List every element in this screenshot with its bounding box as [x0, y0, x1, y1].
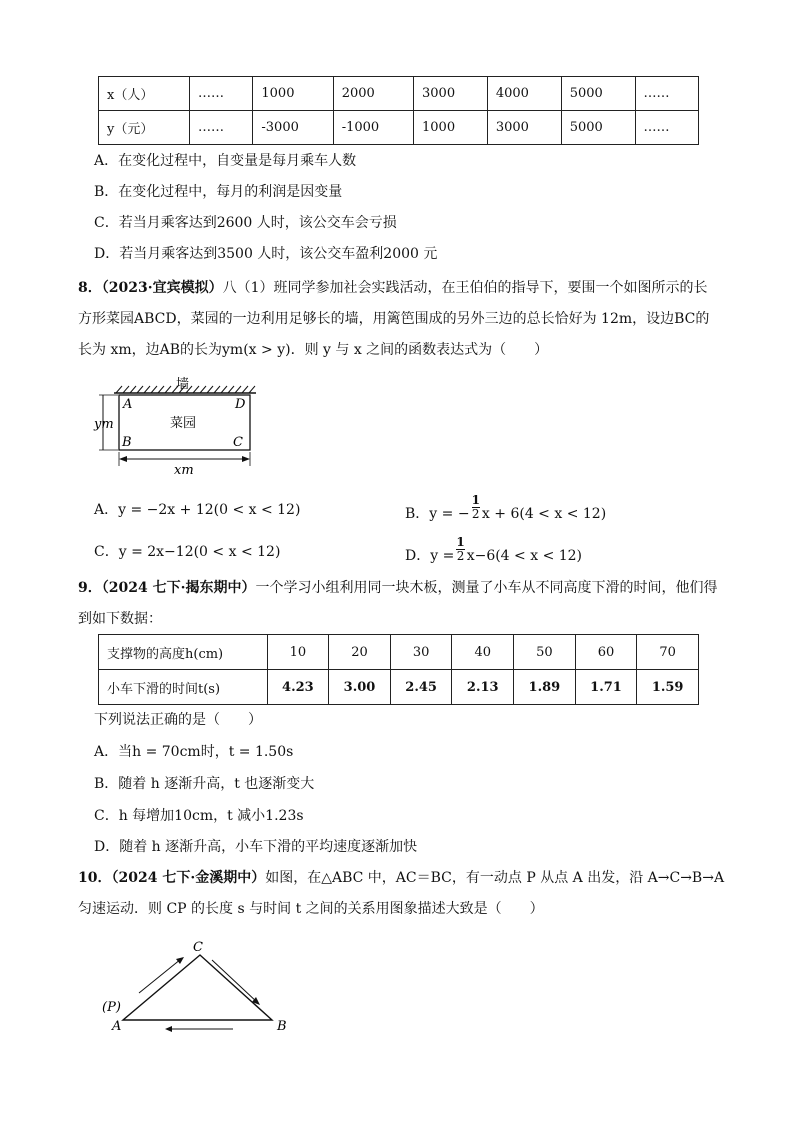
q8-option-d-denominator: 2	[456, 549, 465, 563]
q8-option-b-prefix: B．y = −	[405, 505, 470, 522]
q8-stem-line3: 长为 xm，边AB的长为ym(x > y)．则 y 与 x 之间的函数表达式为（ ）	[78, 342, 549, 358]
q9-source: （2024 七下·揭东期中）	[101, 580, 256, 596]
row-header-height: 支撑物的高度h(cm)	[99, 635, 268, 670]
table-cell: 1000	[253, 77, 333, 111]
table-cell: x（人）	[99, 77, 190, 111]
table-cell: 1.89	[514, 670, 576, 705]
q8-option-b-numerator: 1	[471, 493, 480, 507]
q10-source: （2024 七下·金溪期中）	[111, 870, 266, 886]
q10-stem-line2: 匀速运动．则 CP 的长度 s 与时间 t 之间的关系用图象描述大致是（ ）	[78, 901, 544, 917]
q9-option-c: C．h 每增加10cm，t 减小1.23s	[94, 808, 304, 824]
q7-option-d: D．若当月乘客达到3500 人时，该公交车盈利2000 元	[94, 246, 438, 262]
table-cell: ……	[635, 111, 698, 145]
q7-option-b: B．在变化过程中，每月的利润是因变量	[94, 184, 343, 200]
table-cell: 60	[575, 635, 637, 670]
q8-number: 8．	[78, 280, 102, 296]
table-cell: 70	[637, 635, 699, 670]
table-cell: 5000	[561, 77, 635, 111]
q9-prompt: 下列说法正确的是（ ）	[94, 712, 262, 728]
q8-source: （2023·宜宾模拟）	[101, 280, 223, 296]
q7-option-c: C．若当月乘客达到2600 人时，该公交车会亏损	[94, 215, 397, 231]
table-cell: 2.45	[390, 670, 452, 705]
point-c-label: C	[233, 435, 243, 450]
table-cell: -3000	[253, 111, 333, 145]
q9-stem-line2: 到如下数据：	[78, 611, 162, 627]
q8-text-1: 八（1）班同学参加社会实践活动，在王伯伯的指导下，要围一个如图所示的长	[222, 280, 708, 296]
q8-option-b-denominator: 2	[471, 507, 480, 521]
q10-point-b-label: B	[277, 1019, 287, 1034]
q8-option-d-numerator: 1	[456, 535, 465, 549]
table-cell: 3000	[487, 111, 561, 145]
q8-option-a: A．y = −2x + 12(0 < x < 12)	[94, 502, 301, 518]
q10-point-c-label: C	[193, 940, 203, 955]
q9-number: 9．	[78, 580, 102, 596]
table-cell: 3000	[414, 77, 488, 111]
table-cell: 2000	[333, 77, 413, 111]
y-dimension-label: ym	[94, 417, 114, 432]
table-cell: -1000	[333, 111, 413, 145]
q8-option-c: C．y = 2x−12(0 < x < 12)	[94, 544, 281, 560]
table-cell: 3.00	[329, 670, 391, 705]
table-cell: y（元）	[99, 111, 190, 145]
q9-option-b: B．随着 h 逐渐升高，t 也逐渐变大	[94, 776, 315, 792]
table-cell: 30	[390, 635, 452, 670]
table-cell: 40	[452, 635, 514, 670]
q9-option-d: D．随着 h 逐渐升高，小车下滑的平均速度逐渐加快	[94, 839, 418, 855]
q8-option-d-prefix: D．y =	[405, 547, 455, 564]
table-cell: 1.71	[575, 670, 637, 705]
point-a-label: A	[123, 397, 133, 412]
table-cell: 1000	[414, 111, 488, 145]
q7-option-a: A．在变化过程中，自变量是每月乘车人数	[94, 153, 357, 169]
table-cell: ……	[190, 77, 253, 111]
table-cell: 2.13	[452, 670, 514, 705]
q10-point-p-label: (P)	[102, 1000, 121, 1015]
table-cell: ……	[190, 111, 253, 145]
point-b-label: B	[122, 435, 132, 450]
table-cell: 50	[514, 635, 576, 670]
table-cell: 4.23	[267, 670, 329, 705]
table-cell: 4000	[487, 77, 561, 111]
table-cell: 1.59	[637, 670, 699, 705]
row-header-time: 小车下滑的时间t(s)	[99, 670, 268, 705]
q10-number: 10．	[78, 870, 112, 886]
garden-label: 菜园	[170, 416, 197, 431]
q8-option-d-suffix: x−6(4 < x < 12)	[466, 547, 583, 564]
q9-option-a: A．当h = 70cm时，t = 1.50s	[94, 744, 294, 760]
q8-stem-line2: 方形菜园ABCD，菜园的一边利用足够长的墙，用篱笆围成的另外三边的总长恰好为 12m，设边BC的	[78, 311, 710, 327]
wall-label: 墙	[176, 377, 190, 392]
table-cell: 20	[329, 635, 391, 670]
point-d-label: D	[235, 397, 246, 412]
q10-point-a-label: A	[112, 1019, 122, 1034]
x-dimension-label: xm	[174, 463, 194, 478]
q9-text-1: 一个学习小组利用同一块木板，测量了小车从不同高度下滑的时间，他们得	[255, 580, 718, 596]
q10-text-1: 如图，在△ABC 中，AC＝BC，有一动点 P 从点 A 出发，沿 A→C→B→A	[265, 870, 725, 886]
table-cell: 5000	[561, 111, 635, 145]
table-cell: 10	[267, 635, 329, 670]
q8-option-b-suffix: x + 6(4 < x < 12)	[481, 505, 607, 522]
table-cell: ……	[635, 77, 698, 111]
